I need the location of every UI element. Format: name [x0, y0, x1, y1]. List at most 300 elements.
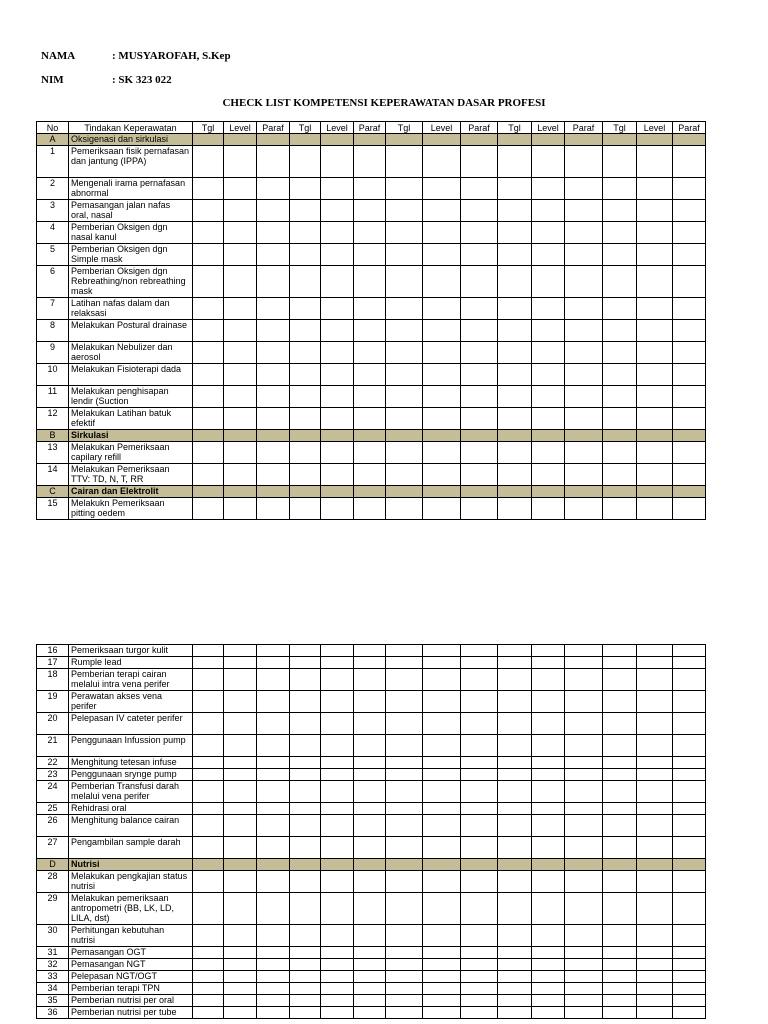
empty-cell[interactable]: [498, 815, 532, 837]
empty-cell[interactable]: [321, 859, 354, 871]
empty-cell[interactable]: [565, 925, 603, 947]
empty-cell[interactable]: [673, 925, 706, 947]
empty-cell[interactable]: [565, 200, 603, 222]
empty-cell[interactable]: [603, 486, 637, 498]
empty-cell[interactable]: [321, 134, 354, 146]
empty-cell[interactable]: [637, 859, 673, 871]
empty-cell[interactable]: [321, 442, 354, 464]
empty-cell[interactable]: [565, 893, 603, 925]
empty-cell[interactable]: [257, 757, 290, 769]
empty-cell[interactable]: [637, 959, 673, 971]
empty-cell[interactable]: [498, 735, 532, 757]
empty-cell[interactable]: [565, 713, 603, 735]
empty-cell[interactable]: [603, 408, 637, 430]
empty-cell[interactable]: [354, 320, 386, 342]
empty-cell[interactable]: [461, 691, 498, 713]
empty-cell[interactable]: [603, 691, 637, 713]
empty-cell[interactable]: [498, 859, 532, 871]
empty-cell[interactable]: [461, 486, 498, 498]
empty-cell[interactable]: [257, 146, 290, 178]
empty-cell[interactable]: [461, 781, 498, 803]
empty-cell[interactable]: [224, 769, 257, 781]
empty-cell[interactable]: [603, 178, 637, 200]
empty-cell[interactable]: [498, 959, 532, 971]
empty-cell[interactable]: [290, 769, 321, 781]
empty-cell[interactable]: [290, 803, 321, 815]
empty-cell[interactable]: [354, 893, 386, 925]
empty-cell[interactable]: [637, 464, 673, 486]
empty-cell[interactable]: [423, 691, 461, 713]
empty-cell[interactable]: [257, 222, 290, 244]
empty-cell[interactable]: [603, 893, 637, 925]
empty-cell[interactable]: [565, 464, 603, 486]
empty-cell[interactable]: [290, 995, 321, 1007]
empty-cell[interactable]: [673, 893, 706, 925]
empty-cell[interactable]: [224, 486, 257, 498]
empty-cell[interactable]: [603, 669, 637, 691]
empty-cell[interactable]: [224, 364, 257, 386]
empty-cell[interactable]: [603, 342, 637, 364]
empty-cell[interactable]: [532, 947, 565, 959]
empty-cell[interactable]: [386, 386, 423, 408]
empty-cell[interactable]: [498, 200, 532, 222]
empty-cell[interactable]: [354, 757, 386, 769]
empty-cell[interactable]: [290, 815, 321, 837]
empty-cell[interactable]: [603, 781, 637, 803]
empty-cell[interactable]: [224, 342, 257, 364]
empty-cell[interactable]: [423, 769, 461, 781]
empty-cell[interactable]: [290, 713, 321, 735]
empty-cell[interactable]: [354, 200, 386, 222]
empty-cell[interactable]: [603, 815, 637, 837]
empty-cell[interactable]: [423, 837, 461, 859]
empty-cell[interactable]: [193, 364, 224, 386]
empty-cell[interactable]: [386, 200, 423, 222]
empty-cell[interactable]: [257, 713, 290, 735]
empty-cell[interactable]: [532, 893, 565, 925]
empty-cell[interactable]: [354, 486, 386, 498]
empty-cell[interactable]: [321, 947, 354, 959]
empty-cell[interactable]: [321, 298, 354, 320]
empty-cell[interactable]: [423, 971, 461, 983]
empty-cell[interactable]: [321, 713, 354, 735]
empty-cell[interactable]: [290, 146, 321, 178]
empty-cell[interactable]: [498, 837, 532, 859]
empty-cell[interactable]: [423, 815, 461, 837]
empty-cell[interactable]: [257, 342, 290, 364]
empty-cell[interactable]: [532, 408, 565, 430]
empty-cell[interactable]: [257, 408, 290, 430]
empty-cell[interactable]: [461, 713, 498, 735]
empty-cell[interactable]: [498, 1007, 532, 1019]
empty-cell[interactable]: [603, 498, 637, 520]
empty-cell[interactable]: [498, 971, 532, 983]
empty-cell[interactable]: [565, 669, 603, 691]
empty-cell[interactable]: [498, 983, 532, 995]
empty-cell[interactable]: [386, 498, 423, 520]
empty-cell[interactable]: [257, 364, 290, 386]
empty-cell[interactable]: [498, 442, 532, 464]
empty-cell[interactable]: [224, 1007, 257, 1019]
empty-cell[interactable]: [386, 178, 423, 200]
empty-cell[interactable]: [498, 781, 532, 803]
empty-cell[interactable]: [673, 691, 706, 713]
empty-cell[interactable]: [354, 464, 386, 486]
empty-cell[interactable]: [565, 769, 603, 781]
empty-cell[interactable]: [603, 200, 637, 222]
empty-cell[interactable]: [603, 769, 637, 781]
empty-cell[interactable]: [461, 735, 498, 757]
empty-cell[interactable]: [565, 244, 603, 266]
empty-cell[interactable]: [498, 947, 532, 959]
empty-cell[interactable]: [532, 657, 565, 669]
empty-cell[interactable]: [565, 971, 603, 983]
empty-cell[interactable]: [603, 386, 637, 408]
empty-cell[interactable]: [423, 803, 461, 815]
empty-cell[interactable]: [321, 983, 354, 995]
empty-cell[interactable]: [423, 178, 461, 200]
empty-cell[interactable]: [354, 386, 386, 408]
empty-cell[interactable]: [257, 769, 290, 781]
empty-cell[interactable]: [257, 983, 290, 995]
empty-cell[interactable]: [603, 222, 637, 244]
empty-cell[interactable]: [532, 871, 565, 893]
empty-cell[interactable]: [423, 498, 461, 520]
empty-cell[interactable]: [386, 859, 423, 871]
empty-cell[interactable]: [354, 134, 386, 146]
empty-cell[interactable]: [637, 442, 673, 464]
empty-cell[interactable]: [257, 178, 290, 200]
empty-cell[interactable]: [603, 442, 637, 464]
empty-cell[interactable]: [290, 222, 321, 244]
empty-cell[interactable]: [565, 364, 603, 386]
empty-cell[interactable]: [224, 266, 257, 298]
empty-cell[interactable]: [673, 342, 706, 364]
empty-cell[interactable]: [673, 947, 706, 959]
empty-cell[interactable]: [637, 486, 673, 498]
empty-cell[interactable]: [257, 486, 290, 498]
empty-cell[interactable]: [532, 134, 565, 146]
empty-cell[interactable]: [193, 837, 224, 859]
empty-cell[interactable]: [386, 266, 423, 298]
empty-cell[interactable]: [673, 971, 706, 983]
empty-cell[interactable]: [386, 486, 423, 498]
empty-cell[interactable]: [321, 486, 354, 498]
empty-cell[interactable]: [257, 959, 290, 971]
empty-cell[interactable]: [290, 200, 321, 222]
empty-cell[interactable]: [498, 691, 532, 713]
empty-cell[interactable]: [603, 298, 637, 320]
empty-cell[interactable]: [603, 735, 637, 757]
empty-cell[interactable]: [321, 430, 354, 442]
empty-cell[interactable]: [290, 298, 321, 320]
empty-cell[interactable]: [532, 464, 565, 486]
empty-cell[interactable]: [565, 645, 603, 657]
empty-cell[interactable]: [257, 244, 290, 266]
empty-cell[interactable]: [637, 983, 673, 995]
empty-cell[interactable]: [224, 146, 257, 178]
empty-cell[interactable]: [603, 995, 637, 1007]
empty-cell[interactable]: [637, 925, 673, 947]
empty-cell[interactable]: [673, 837, 706, 859]
empty-cell[interactable]: [532, 713, 565, 735]
empty-cell[interactable]: [423, 320, 461, 342]
empty-cell[interactable]: [257, 430, 290, 442]
empty-cell[interactable]: [224, 859, 257, 871]
empty-cell[interactable]: [321, 244, 354, 266]
empty-cell[interactable]: [354, 803, 386, 815]
empty-cell[interactable]: [637, 871, 673, 893]
empty-cell[interactable]: [423, 134, 461, 146]
empty-cell[interactable]: [603, 244, 637, 266]
empty-cell[interactable]: [321, 464, 354, 486]
empty-cell[interactable]: [637, 971, 673, 983]
empty-cell[interactable]: [461, 146, 498, 178]
empty-cell[interactable]: [498, 386, 532, 408]
empty-cell[interactable]: [423, 146, 461, 178]
empty-cell[interactable]: [290, 1007, 321, 1019]
empty-cell[interactable]: [224, 498, 257, 520]
empty-cell[interactable]: [637, 645, 673, 657]
empty-cell[interactable]: [423, 298, 461, 320]
empty-cell[interactable]: [354, 222, 386, 244]
empty-cell[interactable]: [532, 244, 565, 266]
empty-cell[interactable]: [673, 657, 706, 669]
empty-cell[interactable]: [498, 893, 532, 925]
empty-cell[interactable]: [386, 222, 423, 244]
empty-cell[interactable]: [386, 645, 423, 657]
empty-cell[interactable]: [461, 442, 498, 464]
empty-cell[interactable]: [224, 995, 257, 1007]
empty-cell[interactable]: [386, 430, 423, 442]
empty-cell[interactable]: [423, 669, 461, 691]
empty-cell[interactable]: [257, 803, 290, 815]
empty-cell[interactable]: [461, 364, 498, 386]
empty-cell[interactable]: [224, 178, 257, 200]
empty-cell[interactable]: [498, 146, 532, 178]
empty-cell[interactable]: [461, 893, 498, 925]
empty-cell[interactable]: [290, 781, 321, 803]
empty-cell[interactable]: [673, 430, 706, 442]
empty-cell[interactable]: [224, 713, 257, 735]
empty-cell[interactable]: [354, 735, 386, 757]
empty-cell[interactable]: [257, 645, 290, 657]
empty-cell[interactable]: [321, 803, 354, 815]
empty-cell[interactable]: [673, 781, 706, 803]
empty-cell[interactable]: [290, 959, 321, 971]
empty-cell[interactable]: [532, 983, 565, 995]
empty-cell[interactable]: [637, 713, 673, 735]
empty-cell[interactable]: [193, 266, 224, 298]
empty-cell[interactable]: [290, 691, 321, 713]
empty-cell[interactable]: [224, 657, 257, 669]
empty-cell[interactable]: [498, 486, 532, 498]
empty-cell[interactable]: [565, 146, 603, 178]
empty-cell[interactable]: [532, 1007, 565, 1019]
empty-cell[interactable]: [386, 691, 423, 713]
empty-cell[interactable]: [637, 769, 673, 781]
empty-cell[interactable]: [461, 669, 498, 691]
empty-cell[interactable]: [423, 983, 461, 995]
empty-cell[interactable]: [565, 859, 603, 871]
empty-cell[interactable]: [321, 146, 354, 178]
empty-cell[interactable]: [386, 713, 423, 735]
empty-cell[interactable]: [386, 893, 423, 925]
empty-cell[interactable]: [673, 498, 706, 520]
empty-cell[interactable]: [461, 757, 498, 769]
empty-cell[interactable]: [637, 408, 673, 430]
empty-cell[interactable]: [532, 320, 565, 342]
empty-cell[interactable]: [603, 713, 637, 735]
empty-cell[interactable]: [290, 735, 321, 757]
empty-cell[interactable]: [321, 408, 354, 430]
empty-cell[interactable]: [257, 498, 290, 520]
empty-cell[interactable]: [637, 266, 673, 298]
empty-cell[interactable]: [423, 430, 461, 442]
empty-cell[interactable]: [321, 178, 354, 200]
empty-cell[interactable]: [290, 645, 321, 657]
empty-cell[interactable]: [498, 871, 532, 893]
empty-cell[interactable]: [193, 1007, 224, 1019]
empty-cell[interactable]: [290, 837, 321, 859]
empty-cell[interactable]: [321, 320, 354, 342]
empty-cell[interactable]: [673, 442, 706, 464]
empty-cell[interactable]: [532, 815, 565, 837]
empty-cell[interactable]: [498, 769, 532, 781]
empty-cell[interactable]: [461, 134, 498, 146]
empty-cell[interactable]: [321, 757, 354, 769]
empty-cell[interactable]: [532, 298, 565, 320]
empty-cell[interactable]: [321, 837, 354, 859]
empty-cell[interactable]: [354, 298, 386, 320]
empty-cell[interactable]: [321, 893, 354, 925]
empty-cell[interactable]: [603, 266, 637, 298]
empty-cell[interactable]: [193, 757, 224, 769]
empty-cell[interactable]: [386, 408, 423, 430]
empty-cell[interactable]: [498, 178, 532, 200]
empty-cell[interactable]: [290, 859, 321, 871]
empty-cell[interactable]: [224, 320, 257, 342]
empty-cell[interactable]: [224, 837, 257, 859]
empty-cell[interactable]: [321, 735, 354, 757]
empty-cell[interactable]: [386, 781, 423, 803]
empty-cell[interactable]: [257, 871, 290, 893]
empty-cell[interactable]: [354, 364, 386, 386]
empty-cell[interactable]: [224, 971, 257, 983]
empty-cell[interactable]: [532, 200, 565, 222]
empty-cell[interactable]: [224, 983, 257, 995]
empty-cell[interactable]: [290, 408, 321, 430]
empty-cell[interactable]: [461, 803, 498, 815]
empty-cell[interactable]: [498, 266, 532, 298]
empty-cell[interactable]: [565, 735, 603, 757]
empty-cell[interactable]: [224, 298, 257, 320]
empty-cell[interactable]: [193, 178, 224, 200]
empty-cell[interactable]: [290, 464, 321, 486]
empty-cell[interactable]: [565, 386, 603, 408]
empty-cell[interactable]: [637, 200, 673, 222]
empty-cell[interactable]: [498, 298, 532, 320]
empty-cell[interactable]: [290, 486, 321, 498]
empty-cell[interactable]: [193, 146, 224, 178]
empty-cell[interactable]: [532, 266, 565, 298]
empty-cell[interactable]: [565, 408, 603, 430]
empty-cell[interactable]: [224, 893, 257, 925]
empty-cell[interactable]: [532, 498, 565, 520]
empty-cell[interactable]: [193, 925, 224, 947]
empty-cell[interactable]: [637, 498, 673, 520]
empty-cell[interactable]: [673, 983, 706, 995]
empty-cell[interactable]: [257, 669, 290, 691]
empty-cell[interactable]: [386, 815, 423, 837]
empty-cell[interactable]: [565, 657, 603, 669]
empty-cell[interactable]: [423, 657, 461, 669]
empty-cell[interactable]: [290, 386, 321, 408]
empty-cell[interactable]: [386, 983, 423, 995]
empty-cell[interactable]: [354, 691, 386, 713]
empty-cell[interactable]: [423, 266, 461, 298]
empty-cell[interactable]: [257, 781, 290, 803]
empty-cell[interactable]: [637, 893, 673, 925]
empty-cell[interactable]: [673, 669, 706, 691]
empty-cell[interactable]: [290, 971, 321, 983]
empty-cell[interactable]: [637, 757, 673, 769]
empty-cell[interactable]: [386, 657, 423, 669]
empty-cell[interactable]: [673, 386, 706, 408]
empty-cell[interactable]: [637, 781, 673, 803]
empty-cell[interactable]: [423, 386, 461, 408]
empty-cell[interactable]: [603, 364, 637, 386]
empty-cell[interactable]: [224, 386, 257, 408]
empty-cell[interactable]: [532, 971, 565, 983]
empty-cell[interactable]: [603, 871, 637, 893]
empty-cell[interactable]: [423, 781, 461, 803]
empty-cell[interactable]: [637, 146, 673, 178]
empty-cell[interactable]: [354, 442, 386, 464]
empty-cell[interactable]: [224, 781, 257, 803]
empty-cell[interactable]: [290, 983, 321, 995]
empty-cell[interactable]: [673, 178, 706, 200]
empty-cell[interactable]: [532, 222, 565, 244]
empty-cell[interactable]: [603, 320, 637, 342]
empty-cell[interactable]: [257, 442, 290, 464]
empty-cell[interactable]: [673, 859, 706, 871]
empty-cell[interactable]: [498, 657, 532, 669]
empty-cell[interactable]: [603, 925, 637, 947]
empty-cell[interactable]: [461, 178, 498, 200]
empty-cell[interactable]: [193, 222, 224, 244]
empty-cell[interactable]: [386, 757, 423, 769]
empty-cell[interactable]: [354, 871, 386, 893]
empty-cell[interactable]: [498, 498, 532, 520]
empty-cell[interactable]: [193, 983, 224, 995]
empty-cell[interactable]: [423, 735, 461, 757]
empty-cell[interactable]: [224, 815, 257, 837]
empty-cell[interactable]: [461, 1007, 498, 1019]
empty-cell[interactable]: [637, 947, 673, 959]
empty-cell[interactable]: [193, 971, 224, 983]
empty-cell[interactable]: [461, 871, 498, 893]
empty-cell[interactable]: [386, 837, 423, 859]
empty-cell[interactable]: [423, 486, 461, 498]
empty-cell[interactable]: [673, 298, 706, 320]
empty-cell[interactable]: [386, 244, 423, 266]
empty-cell[interactable]: [498, 464, 532, 486]
empty-cell[interactable]: [565, 1007, 603, 1019]
empty-cell[interactable]: [637, 995, 673, 1007]
empty-cell[interactable]: [603, 983, 637, 995]
empty-cell[interactable]: [386, 342, 423, 364]
